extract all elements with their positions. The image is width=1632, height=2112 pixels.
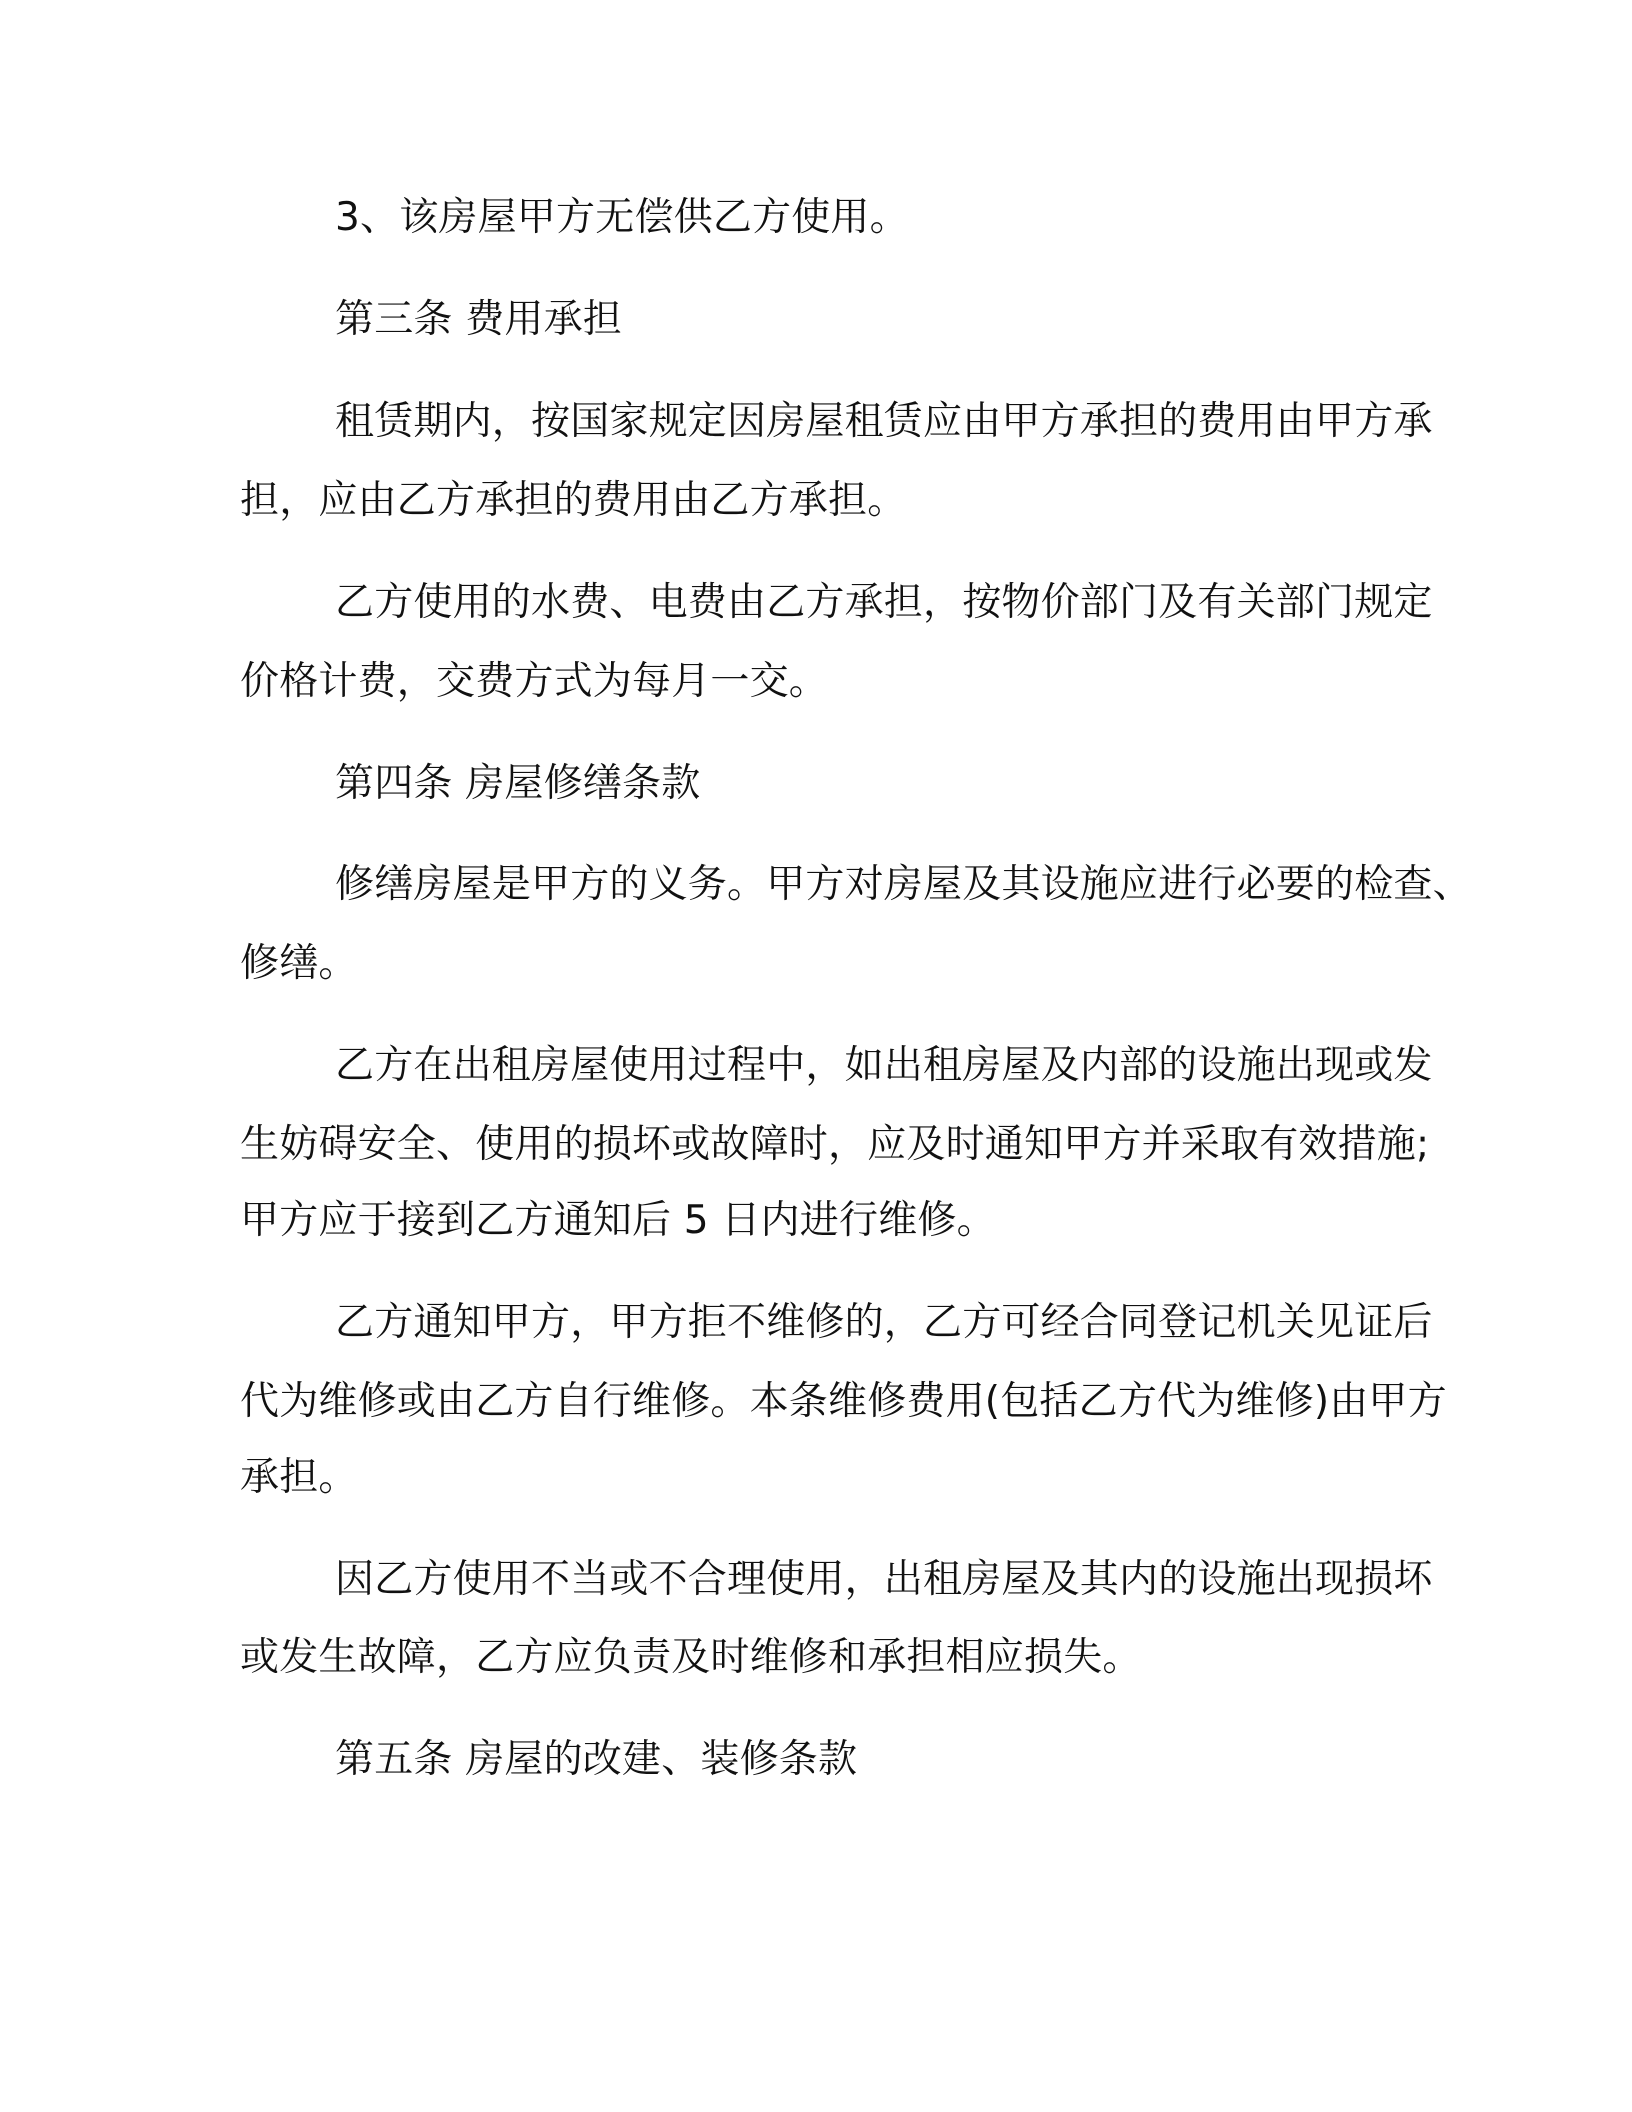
paragraph-line: 乙方通知甲方，甲方拒不维修的，乙方可经合同登记机关见证后 (335, 1300, 1433, 1345)
paragraph-line: 修缮。 (240, 941, 358, 986)
paragraph-line: 乙方使用的水费、电费由乙方承担，按物价部门及有关部门规定 (335, 580, 1433, 625)
paragraph-line: 代为维修或由乙方自行维修。本条维修费用(包括乙方代为维修)由甲方 (240, 1379, 1447, 1424)
paragraph-line: 生妨碍安全、使用的损坏或故障时，应及时通知甲方并采取有效措施; (240, 1122, 1430, 1167)
article-4-heading: 第四条 房屋修缮条款 (335, 761, 701, 806)
paragraph-line: 乙方在出租房屋使用过程中，如出租房屋及内部的设施出现或发 (335, 1043, 1433, 1088)
paragraph-line: 修缮房屋是甲方的义务。甲方对房屋及其设施应进行必要的检查、 (335, 862, 1472, 907)
paragraph-line: 或发生故障，乙方应负责及时维修和承担相应损失。 (240, 1635, 1142, 1680)
paragraph-line: 担，应由乙方承担的费用由乙方承担。 (240, 478, 907, 523)
paragraph-line: 甲方应于接到乙方通知后 5 日内进行维修。 (240, 1198, 996, 1243)
paragraph-line: 承担。 (240, 1455, 358, 1500)
paragraph-line: 租赁期内，按国家规定因房屋租赁应由甲方承担的费用由甲方承 (335, 399, 1433, 444)
article-3-heading: 第三条 费用承担 (335, 297, 622, 342)
paragraph-line: 价格计费，交费方式为每月一交。 (240, 659, 829, 704)
article-5-heading: 第五条 房屋的改建、装修条款 (335, 1737, 858, 1782)
paragraph-line: 因乙方使用不当或不合理使用，出租房屋及其内的设施出现损坏 (335, 1557, 1433, 1602)
clause-item-3: 3、该房屋甲方无偿供乙方使用。 (335, 195, 909, 240)
